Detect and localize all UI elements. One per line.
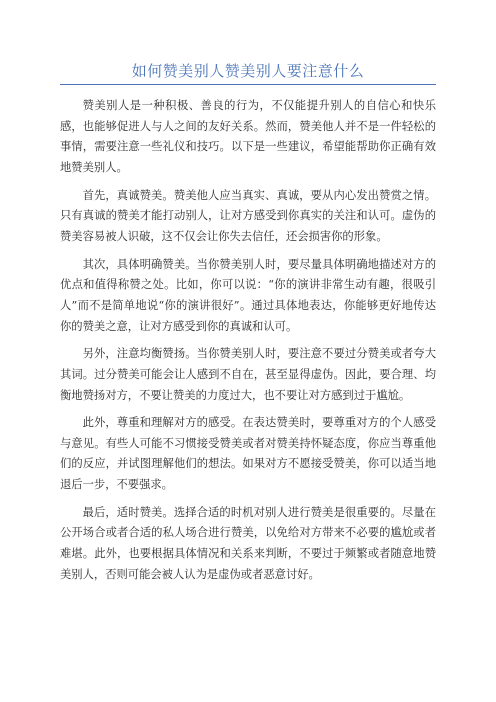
title-underline [60,84,436,85]
document-body [60,96,436,592]
paragraph-balanced: 另外，注意均衡赞扬。当你赞美别人时，要注意不要过分赞美或者夸大其词。过分赞美可能会让人感到不自在，甚至显得虚伪。因此，要合理、均衡地赞扬对方，不要让赞美的力度过大，也不要让对方感到过于尴尬。 [60,347,436,402]
paragraph-sincere: 首先，真诚赞美。赞美他人应当真实、真诚，要从内心发出赞赏之情。只有真诚的赞美才能打动别人，让对方感受到你真实的关注和认可。虚伪的赞美容易被人识破，这不仅会让你失去信任，还会损害你的形象。 [60,188,436,244]
paragraph-intro: 赞美别人是一种积极、善良的行为，不仅能提升别人的自信心和快乐感，也能够促进人与人之间的友好关系。然而，赞美他人并不是一件轻松的事情，需要注意一些礼仪和技巧。以下是一些建议，希望能帮助你正确有效地赞美别人。 [60,99,436,175]
document-title: 如何赞美别人赞美别人要注意什么 [131,62,365,80]
paragraph-respect: 此外，尊重和理解对方的感受。在表达赞美时，要尊重对方的个人感受与意见。有些人可能不习惯接受赞美或者对赞美持怀疑态度，你应当尊重他们的反应，并试图理解他们的想法。如果对方不愿接受赞美，你可以适当地退后一步，不要强求。 [60,416,436,492]
paragraph-timing: 最后，适时赞美。选择合适的时机对别人进行赞美是很重要的。尽量在公开场合或者合适的私人场合进行赞美，以免给对方带来不必要的尴尬或者难堪。此外，也要根据具体情况和关系来判断，不要过于频繁或者随意地赞美别人，否则可能会被人认为是虚伪或者恶意讨好。 [60,505,436,581]
paragraph-specific: 其次，具体明确赞美。当你赞美别人时，要尽量具体明确地描述对方的优点和值得称赞之处。比如，你可以说：“你的演讲非常生动有趣，很吸引人”而不是简单地说“你的演讲很好”。通过具体地表达，你能够更好地传达你的赞美之意，让对方感受到你的真诚和认可。 [60,257,436,333]
